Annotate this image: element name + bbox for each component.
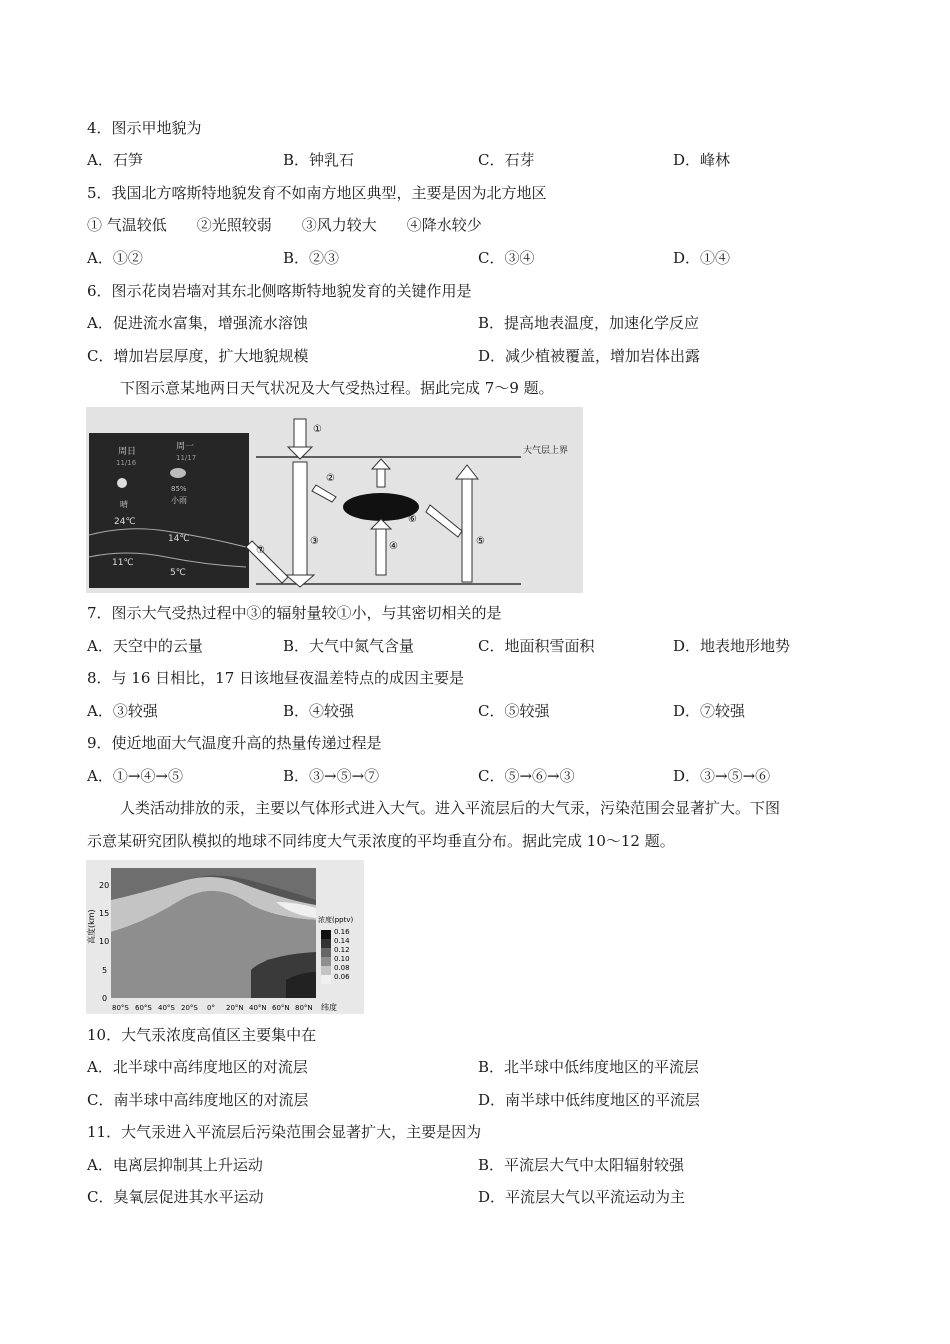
legend-title: 浓度(pptv) bbox=[318, 916, 354, 924]
x-tick-60s: 60°S bbox=[135, 1004, 152, 1012]
q7-option-d: D．地表地形地势 bbox=[673, 637, 791, 655]
q11-option-a: A．电离层抑制其上升运动 bbox=[87, 1156, 263, 1174]
humidity-label: 85% bbox=[171, 485, 187, 493]
q6-option-a: A．促进流水富集，增强流水溶蚀 bbox=[87, 314, 308, 332]
arrow-6 bbox=[426, 505, 462, 537]
q5-option-b: B．②③ bbox=[283, 249, 340, 267]
cloud-rain-icon bbox=[170, 468, 186, 478]
intro-7-9: 下图示意某地两日天气状况及大气受热过程。据此完成 7～9 题。 bbox=[120, 379, 554, 397]
x-tick-20n: 20°N bbox=[226, 1004, 244, 1012]
x-axis-label: 纬度 bbox=[321, 1003, 337, 1012]
temp-14: 14℃ bbox=[168, 534, 190, 544]
arrow-label-2: ② bbox=[326, 473, 335, 484]
atmosphere-top-label: 大气层上界 bbox=[523, 446, 569, 456]
mercury-concentration-figure bbox=[86, 860, 364, 1014]
temp-11: 11℃ bbox=[112, 558, 134, 568]
q9-option-c: C．⑤→⑥→③ bbox=[478, 767, 575, 785]
arrow-5 bbox=[462, 477, 472, 582]
arrow-2 bbox=[312, 485, 336, 502]
intro-10-12-b: 示意某研究团队模拟的地球不同纬度大气汞浓度的平均垂直分布。据此完成 10～12 题。 bbox=[87, 832, 675, 850]
date1-label: 11/16 bbox=[116, 459, 137, 467]
intro-10-12-a: 人类活动排放的汞，主要以气体形式进入大气。进入平流层后的大气汞，污染范围会显著扩大。下图 bbox=[120, 799, 781, 817]
day1-label: 周日 bbox=[118, 447, 137, 457]
x-tick-40n: 40°N bbox=[249, 1004, 267, 1012]
q5-items: ① 气温较低 ②光照较弱 ③风力较大 ④降水较少 bbox=[87, 216, 482, 234]
arrow-label-4: ④ bbox=[389, 541, 398, 552]
q5-stem: 5．我国北方喀斯特地貌发育不如南方地区典型，主要是因为北方地区 bbox=[87, 184, 547, 202]
arrow-3 bbox=[293, 462, 307, 577]
q9-option-d: D．③→⑤→⑥ bbox=[673, 767, 771, 785]
y-tick-20: 20 bbox=[99, 881, 110, 890]
temp-5: 5℃ bbox=[170, 568, 186, 578]
legend-010: 0.10 bbox=[334, 955, 350, 963]
weather-heat-figure bbox=[86, 407, 583, 593]
q8-option-d: D．⑦较强 bbox=[673, 702, 746, 720]
date2-label: 11/17 bbox=[176, 454, 197, 462]
q11-option-b: B．平流层大气中太阳辐射较强 bbox=[478, 1156, 685, 1174]
legend-014: 0.14 bbox=[334, 937, 350, 945]
q6-option-d: D．减少植被覆盖，增加岩体出露 bbox=[478, 347, 701, 365]
temp-24: 24℃ bbox=[114, 517, 136, 527]
arrow-label-6: ⑥ bbox=[408, 514, 417, 525]
q6-option-b: B．提高地表温度，加速化学反应 bbox=[478, 314, 700, 332]
arrow-label-1: ① bbox=[313, 424, 322, 435]
y-tick-0: 0 bbox=[102, 994, 108, 1003]
q7-option-b: B．大气中氮气含量 bbox=[283, 637, 415, 655]
q7-stem: 7．图示大气受热过程中③的辐射量较①小，与其密切相关的是 bbox=[87, 604, 502, 622]
weather2-label: 小雨 bbox=[171, 496, 187, 505]
q5-option-c: C．③④ bbox=[478, 249, 535, 267]
q9-stem: 9．使近地面大气温度升高的热量传递过程是 bbox=[87, 734, 382, 752]
q6-option-c: C．增加岩层厚度，扩大地貌规模 bbox=[87, 347, 309, 365]
arrow-label-5: ⑤ bbox=[476, 536, 485, 547]
q4-option-c: C．石芽 bbox=[478, 151, 535, 169]
y-tick-15: 15 bbox=[99, 909, 110, 918]
x-tick-80n: 80°N bbox=[295, 1004, 313, 1012]
x-tick-40s: 40°S bbox=[158, 1004, 175, 1012]
legend-008: 0.08 bbox=[334, 964, 350, 972]
y-tick-5: 5 bbox=[102, 966, 108, 975]
q10-option-a: A．北半球中高纬度地区的对流层 bbox=[87, 1058, 308, 1076]
q10-option-b: B．北半球中低纬度地区的平流层 bbox=[478, 1058, 700, 1076]
q5-option-d: D．①④ bbox=[673, 249, 731, 267]
arrow-label-7: ⑦ bbox=[256, 545, 265, 556]
q11-option-d: D．平流层大气以平流运动为主 bbox=[478, 1188, 686, 1206]
q9-option-a: A．①→④→⑤ bbox=[87, 767, 183, 785]
x-tick-20s: 20°S bbox=[181, 1004, 198, 1012]
q8-stem: 8．与 16 日相比，17 日该地昼夜温差特点的成因主要是 bbox=[87, 669, 465, 687]
q7-option-c: C．地面积雪面积 bbox=[478, 637, 595, 655]
day2-label: 周一 bbox=[176, 442, 195, 452]
q11-stem: 11．大气汞进入平流层后污染范围会显著扩大，主要是因为 bbox=[87, 1123, 482, 1141]
q5-option-a: A．①② bbox=[87, 249, 143, 267]
legend-016: 0.16 bbox=[334, 928, 350, 936]
q4-option-b: B．钟乳石 bbox=[283, 151, 355, 169]
q8-option-b: B．④较强 bbox=[283, 702, 355, 720]
y-axis-label: 高度(km) bbox=[87, 909, 96, 944]
q4-stem: 4．图示甲地貌为 bbox=[87, 119, 202, 137]
q10-option-c: C．南半球中高纬度地区的对流层 bbox=[87, 1091, 309, 1109]
arrow-4 bbox=[376, 525, 386, 575]
q8-option-c: C．⑤较强 bbox=[478, 702, 550, 720]
legend-006: 0.06 bbox=[334, 973, 350, 981]
q10-option-d: D．南半球中低纬度地区的平流层 bbox=[478, 1091, 701, 1109]
q9-option-b: B．③→⑤→⑦ bbox=[283, 767, 380, 785]
y-tick-10: 10 bbox=[99, 937, 110, 946]
q11-option-c: C．臭氧层促进其水平运动 bbox=[87, 1188, 264, 1206]
q10-stem: 10．大气汞浓度高值区主要集中在 bbox=[87, 1026, 317, 1044]
weather1-label: 晴 bbox=[120, 500, 128, 509]
q6-stem: 6．图示花岗岩墙对其东北侧喀斯特地貌发育的关键作用是 bbox=[87, 282, 472, 300]
x-tick-60n: 60°N bbox=[272, 1004, 290, 1012]
arrow-label-3: ③ bbox=[310, 536, 319, 547]
legend-012: 0.12 bbox=[334, 946, 350, 954]
q8-option-a: A．③较强 bbox=[87, 702, 158, 720]
x-tick-0: 0° bbox=[207, 1004, 215, 1012]
arrow-7 bbox=[246, 541, 288, 583]
x-tick-80s: 80°S bbox=[112, 1004, 129, 1012]
q7-option-a: A．天空中的云量 bbox=[87, 637, 203, 655]
sun-icon bbox=[117, 478, 127, 488]
q4-option-a: A．石笋 bbox=[87, 151, 143, 169]
q4-option-d: D．峰林 bbox=[673, 151, 731, 169]
